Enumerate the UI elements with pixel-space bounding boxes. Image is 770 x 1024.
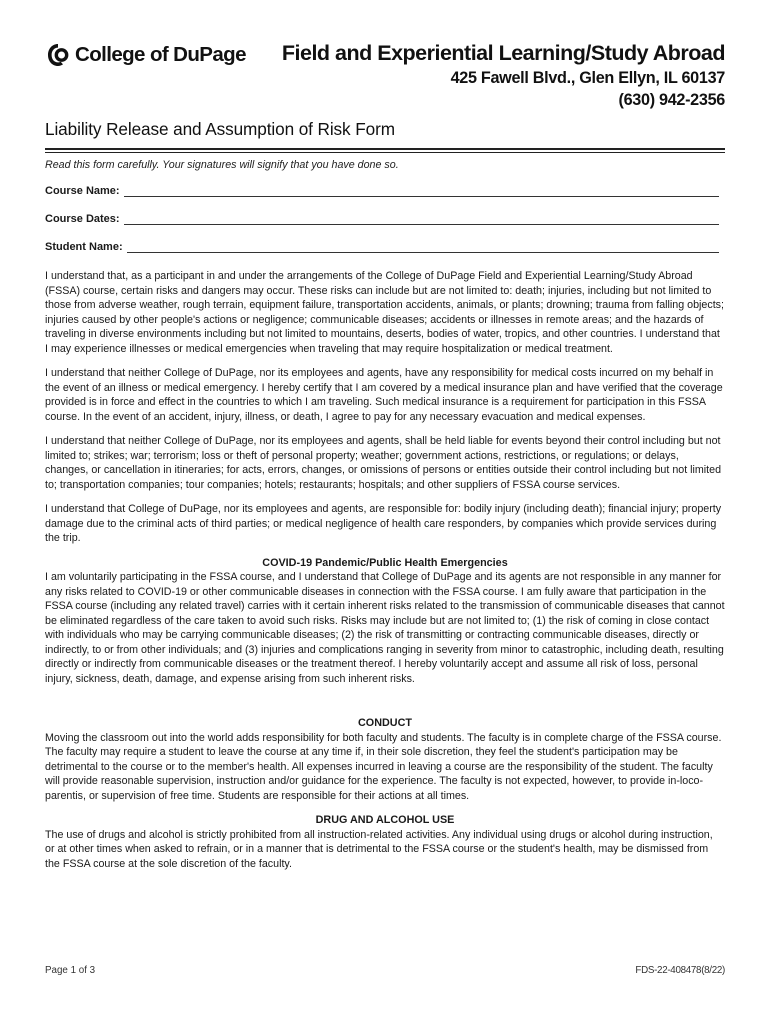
form-code: FDS-22-408478(8/22) [635,965,725,976]
course-dates-label: Course Dates: [45,213,120,225]
conduct-heading: CONDUCT [358,717,412,729]
course-name-field[interactable] [45,185,719,197]
course-name-label: Course Name: [45,185,120,197]
medical-paragraph: I understand that neither College of DuPage, nor its employees and agents, have any responsibility for medical costs incurred on my behalf in the event of an illness or medical emergency. I hereby certify that I am covered by a medical insurance plan and have verified that the coverage provided is in force and effect in the countries to which I am traveling. Such medical insurance is a requirement for participation in this FSSA course. In the event of an accident, injury, illness, or death, I agree to pay for any necessary evacuation and medical expenses. [45,367,723,423]
course-dates-line[interactable] [124,214,719,225]
risk-paragraph: I understand that, as a participant in and under the arrangements of the College of DuPage Field and Experiential Learning/Study Abroad (FSSA) course, certain risks and dangers may occur. These risks can include but are not limited to: death; injuries, including but not limited to those from adverse weather, rough terrain, equipment failure, transportation accidents, animals, or plants; drowning; trauma from falling objects; injuries caused by other people's actions or negligence; communicable diseases; accidents or illnesses in remote areas; and the hazards of traveling in diverse environments including but not limited to mountains, deserts, bodies of water, tropics, and other countries. I understand that I may experience illnesses or medical emergencies when traveling that may require hospitalization or medical treatment. [45,270,724,355]
college-logo [46,42,246,68]
phone: (630) 942-2356 [618,91,725,109]
drug-alcohol-heading: DRUG AND ALCOHOL USE [315,814,455,826]
address: 425 Fawell Blvd., Glen Ellyn, IL 60137 [450,69,725,87]
title-divider-thin [45,152,725,153]
conduct-paragraph: Moving the classroom out into the world adds responsibility for both faculty and students. The faculty is in complete charge of the FSSA course. The faculty may require a student to leave the course at any time if, in their sole discretion, they feel the student's participation may be detrimental to the course or to the member's health. All expenses incurred in leaving a course are the responsibility of the student. The faculty will provide reasonable supervision, instruction and/or guidance for the experience. The faculty is not expected, however, to provide in-loco-parentis, or supervision of free time. Students are responsible for their actions at all times. [45,731,722,802]
drug-alcohol-paragraph: The use of drugs and alcohol is strictly prohibited from all instruction-related activities. Any individual using drugs or alcohol during instruction, or at other times when asked to refrain, or in a manner that is detrimental to the FSSA course or the student's health, may be dismissed from the FSSA course at the sole discretion of the faculty. [45,828,713,870]
department-title: Field and Experiential Learning/Study Abroad [281,41,725,65]
student-name-field[interactable] [45,241,719,253]
title-divider-thick [45,148,725,150]
form-title: Liability Release and Assumption of Risk Form [45,119,395,139]
header-info [282,40,725,110]
page-number: Page 1 of 3 [45,965,96,976]
liability-paragraph: I understand that neither College of DuPage, nor its employees and agents, shall be held liable for events beyond their control including but not limited to; strikes; war; terrorism; loss or theft of personal property; weather; government actions, restrictions, or regulations; or delays, changes, or cancellation in itineraries; for acts, errors, changes, or omissions of persons or entities outside their control including but not limited to; transportation companies; tour companies; hotels; restaurants; hospitals; and other suppliers of FSSA course services. [45,435,722,491]
intro-note: Read this form carefully. Your signatures will signify that you have done so. [45,159,399,171]
college-logo-icon [46,42,70,68]
course-name-line[interactable] [124,186,719,197]
college-name: College of DuPage [75,43,246,66]
responsibility-paragraph: I understand that College of DuPage, nor its employees and agents, are responsible for: bodily injury (including death); financial injury; property damage due to the criminal acts of third parties; or medical negligence of health care responders, by companies which provide services during the trip. [45,503,722,544]
student-name-label: Student Name: [45,241,123,253]
covid-heading: COVID-19 Pandemic/Public Health Emergencies [262,556,508,569]
terms-body [45,269,725,881]
course-dates-field[interactable] [45,213,719,225]
student-name-line[interactable] [127,242,719,253]
covid-paragraph: I am voluntarily participating in the FSSA course, and I understand that College of DuPage and its agents are not responsible in any manner for any risks related to COVID-19 or other communicable diseases in connection with the FSSA course. I am fully aware that participation in the FSSA course (including any related travel) carries with it certain inherent risks related to the transmission of communicable diseases that cannot be eliminated regardless of the care taken to avoid such risks. Risks may include but are not limited to; (1) the risk of coming in close contact with individuals who may be carrying communicable diseases; (2) the risk of transmitting or contracting communicable diseases, directly or indirectly, to or from other individuals; and (3) injuries and complications ranging in severity from minor to catastrophic, including death, resulting directly or indirectly from communicable diseases or the treatment thereof. I hereby voluntarily accept and assume all risk of loss, personal injury, sickness, death, damage, and expense arising from such inherent risks. [45,571,725,685]
